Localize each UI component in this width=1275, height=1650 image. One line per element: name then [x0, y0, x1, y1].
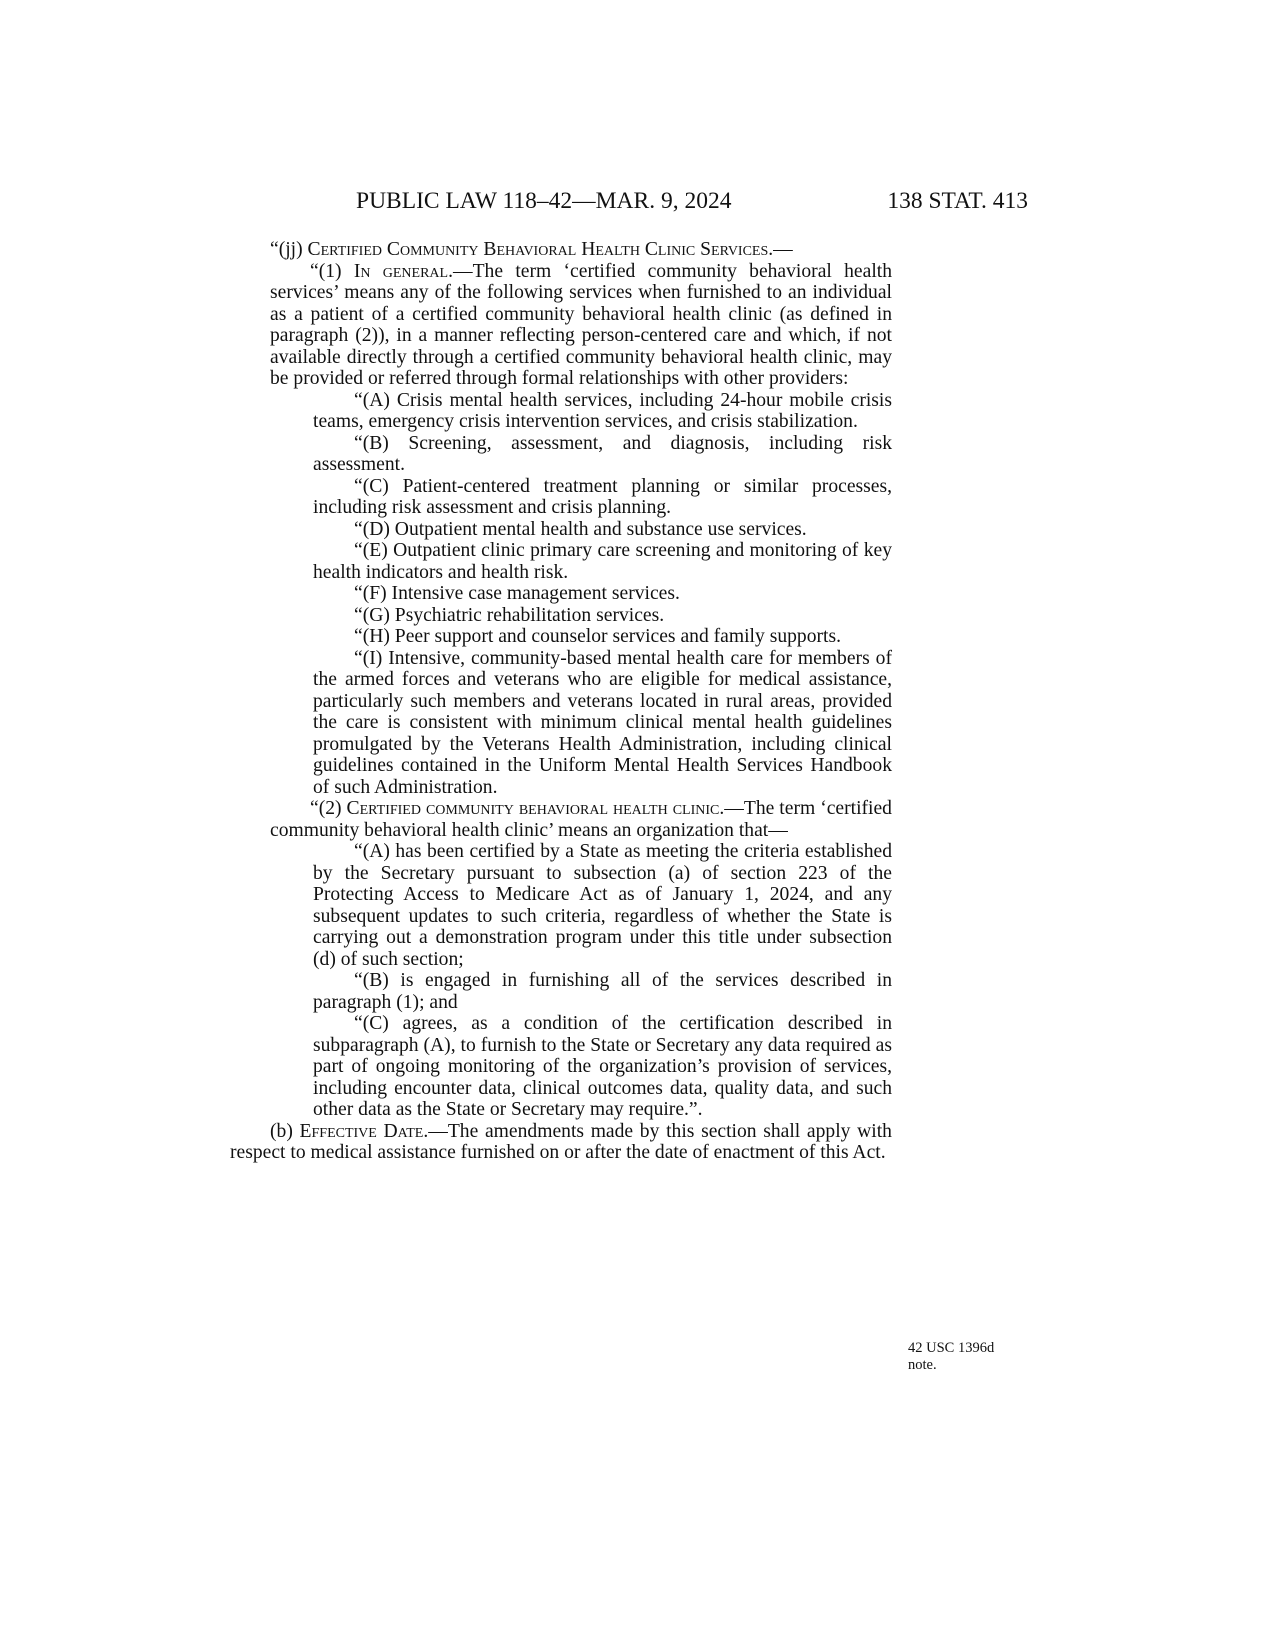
paragraph-2-open: “(2) — [310, 798, 347, 819]
margin-note-line1: 42 USC 1396d — [908, 1340, 995, 1356]
header-title: PUBLIC LAW 118–42—MAR. 9, 2024 — [356, 188, 732, 214]
section-jj-open: “(jj) — [270, 239, 308, 260]
subparagraph-1c: “(C) Patient-centered treatment planning or similar processes, including risk assessment and crisis planning. — [313, 475, 892, 518]
subparagraph-1a: “(A) Crisis mental health services, including 24-hour mobile crisis teams, emergency crisis intervention services, and crisis stabilization. — [313, 389, 892, 432]
subparagraph-1e: “(E) Outpatient clinic primary care screening and monitoring of key health indicators and health risk. — [313, 540, 892, 583]
subparagraph-2b: “(B) is engaged in furnishing all of the services described in paragraph (1); and — [313, 970, 892, 1013]
paragraph-1 — [230, 261, 892, 390]
subsection-b-effective-date — [230, 1121, 892, 1164]
section-jj-title: Certified Community Behavioral Health Clinic Services — [307, 239, 769, 260]
margin-note-line2: note. — [908, 1357, 937, 1373]
subparagraph-1i: “(I) Intensive, community-based mental health care for members of the armed forces and veterans who are eligible for medical assistance, particularly such members and veterans located in rural areas, provided the care is consistent with minimum clinical mental health guidelines promulgated by the Veterans Health Administration, including clinical guidelines contained in the Uniform Mental Health Services Handbook of such Administration. — [313, 647, 892, 798]
statute-body — [230, 239, 892, 1164]
subparagraph-2c: “(C) agrees, as a condition of the certification described in subparagraph (A), to furnish to the State or Secretary any data required as part of ongoing monitoring of the organization’s provision of services, including encounter data, clinical outcomes data, quality data, and such other data as the State or Secretary may require.”. — [313, 1013, 892, 1120]
header-stat-citation: 138 STAT. 413 — [887, 188, 1028, 214]
paragraph-2 — [230, 798, 892, 841]
paragraph-1-heading: In general — [353, 260, 449, 282]
subparagraph-2a: “(A) has been certified by a State as meeting the criteria established by the Secretary pursuant to subsection (a) of section 223 of the Protecting Access to Medicare Act as of January 1, 2024, and any subsequent updates to such criteria, regardless of whether the State is carrying out a demonstration program under this title under subsection (d) of such section; — [313, 841, 892, 970]
margin-note-usc-citation — [908, 1340, 994, 1374]
subparagraph-1b: “(B) Screening, assessment, and diagnosis, including risk assessment. — [313, 432, 892, 475]
paragraph-1-open: “(1) — [310, 260, 354, 282]
subparagraph-1d: “(D) Outpatient mental health and substance use services. — [354, 518, 807, 540]
subsection-b-text: .—The amendments made by this section shall apply with respect to medical assistance furnished on or after the date of enactment of this Act. — [230, 1120, 892, 1163]
paragraph-2-text: .—The term ‘certified community behavioral health clinic’ means an organization that— — [270, 798, 892, 841]
subparagraph-1h: “(H) Peer support and counselor services and family supports. — [354, 626, 841, 647]
subsection-b-heading: Effective Date — [299, 1120, 424, 1142]
subparagraph-1f: “(F) Intensive case management services. — [354, 583, 680, 604]
page-header — [0, 186, 1275, 216]
paragraph-2-heading: Certified community behavioral health clinic — [346, 798, 720, 819]
paragraph-1-text: .—The term ‘certified community behavioral health services’ means any of the following services when furnished to an individual as a patient of a certified community behavioral health clinic (as defined in paragraph (2)), in a manner reflecting person-centered care and which, if not available directly through a certified community behavioral health clinic, may be provided or referred through formal relationships with other providers: — [270, 260, 892, 389]
section-jj-close: .— — [768, 239, 793, 260]
section-jj-heading — [230, 239, 892, 261]
subsection-b-open: (b) — [270, 1120, 300, 1142]
subparagraph-1g: “(G) Psychiatric rehabilitation services. — [354, 604, 665, 626]
